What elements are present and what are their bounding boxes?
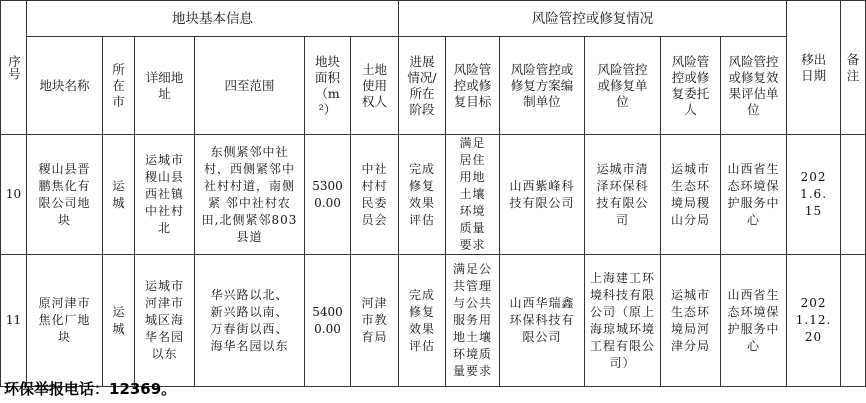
- cell-commissioner: 运城市生态环境局河津分局: [661, 255, 721, 387]
- header-stage: 进展情况/所在阶段: [399, 37, 446, 135]
- cell-goal: 满足公共管理与公共服务用地土壤环境质量要求: [446, 255, 500, 387]
- cell-seq: 10: [1, 135, 27, 255]
- cell-remarks: [841, 255, 866, 387]
- cell-plan-unit: 山西华瑞鑫环保科技有限公司: [500, 255, 585, 387]
- cell-boundary: 东侧紧邻中社村，西侧紧邻中社村村道，南侧紧 邻中社村农田,北侧紧邻803县道: [195, 135, 305, 255]
- report-hotline: 环保举报电话：12369。: [4, 380, 177, 398]
- cell-name: 原河津市焦化厂地块: [27, 255, 103, 387]
- header-exec-unit: 风险管控或修复单位: [585, 37, 661, 135]
- cell-exec-unit: 运城市清泽环保科技有限公司: [585, 135, 661, 255]
- header-removal-date: 移出日期: [787, 1, 841, 135]
- cell-eval-unit: 山西省生态环境保护服务中心: [721, 255, 787, 387]
- cell-plan-unit: 山西紫峰科技有限公司: [500, 135, 585, 255]
- header-commissioner: 风险管控或修复委托人: [661, 37, 721, 135]
- cell-boundary: 华兴路以北、新兴路以南、万春街以西、海华名园以东: [195, 255, 305, 387]
- header-name: 地块名称: [27, 37, 103, 135]
- cell-owner: 河津市教育局: [351, 255, 399, 387]
- cell-address: 运城市稷山县西社镇中社村北: [135, 135, 195, 255]
- header-area: 地块面积（m²）: [305, 37, 351, 135]
- cell-exec-unit: 上海建工环境科技有限公司（原上海琼城环境工程有限公司）: [585, 255, 661, 387]
- cell-eval-unit: 山西省生态环境保护服务中心: [721, 135, 787, 255]
- group-basic-info: 地块基本信息: [27, 1, 399, 37]
- cell-goal: 满足居住用地土壤环境质量要求: [446, 135, 500, 255]
- header-goal: 风险管控或修复目标: [446, 37, 500, 135]
- header-boundary: 四至范围: [195, 37, 305, 135]
- cell-commissioner: 运城市生态环境局稷山分局: [661, 135, 721, 255]
- cell-city: 运城: [103, 135, 135, 255]
- cell-stage: 完成修复效果评估: [399, 135, 446, 255]
- header-address: 详细地址: [135, 37, 195, 135]
- cell-address: 运城市河津市城区海华名园以东: [135, 255, 195, 387]
- header-owner: 土地使用权人: [351, 37, 399, 135]
- cell-area: 54000.00: [305, 255, 351, 387]
- cell-stage: 完成修复效果评估: [399, 255, 446, 387]
- group-risk-control: 风险管控或修复情况: [399, 1, 787, 37]
- header-eval-unit: 风险管控或修复效果评估单位: [721, 37, 787, 135]
- cell-name: 稷山县晋鹏焦化有限公司地块: [27, 135, 103, 255]
- header-city: 所在市: [103, 37, 135, 135]
- cell-removal-date: 2021.12.20: [787, 255, 841, 387]
- table-row: [1, 255, 866, 387]
- table-row: [1, 135, 866, 255]
- cell-seq: 11: [1, 255, 27, 387]
- cell-remarks: [841, 135, 866, 255]
- cell-area: 53000.00: [305, 135, 351, 255]
- header-plan-unit: 风险管控或修复方案编制单位: [500, 37, 585, 135]
- cell-removal-date: 2021.6.15: [787, 135, 841, 255]
- header-remarks: 备注: [841, 1, 866, 135]
- cell-owner: 中社村村民委员会: [351, 135, 399, 255]
- header-seq: 序号: [1, 1, 27, 135]
- cell-city: 运城: [103, 255, 135, 387]
